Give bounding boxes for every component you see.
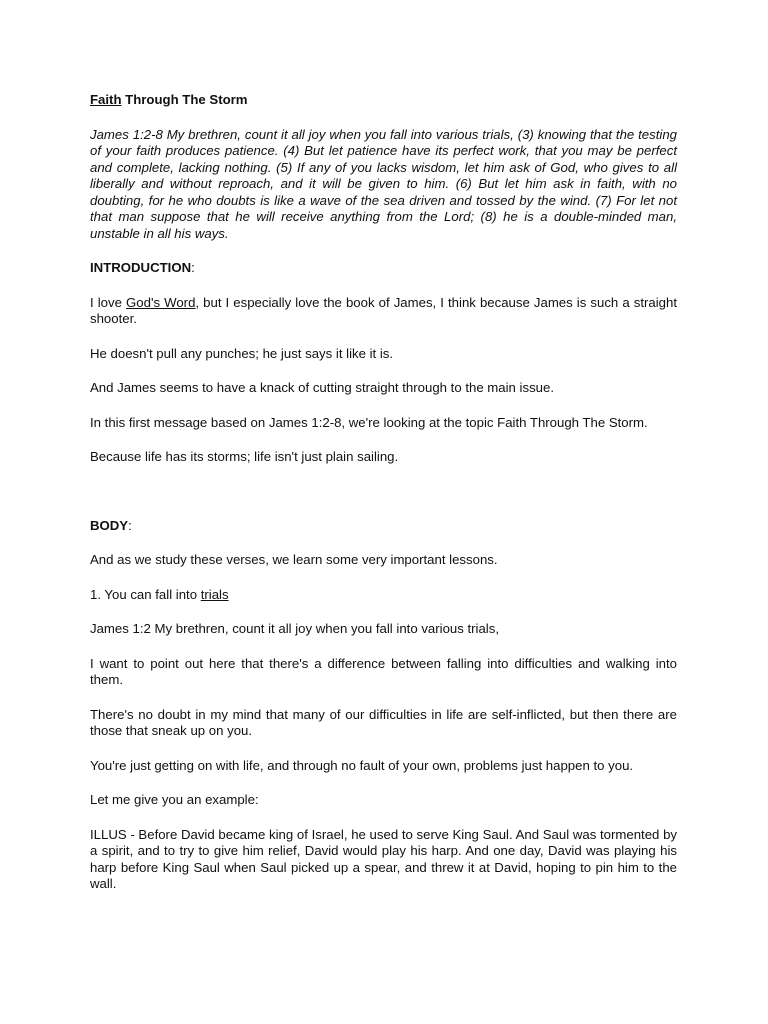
body-paragraph-2: James 1:2 My brethren, count it all joy when you fall into various trials, <box>90 621 499 636</box>
intro-p1-after: , but I especially love the book of James, I think because James is such a straight shooter. <box>90 294 677 326</box>
introduction-heading <box>90 260 677 277</box>
gods-word-link[interactable]: God's Word <box>126 294 196 310</box>
body-heading-colon: : <box>128 517 132 533</box>
document-title <box>90 92 677 109</box>
section-spacer <box>90 484 677 518</box>
body-paragraph-4: There's no doubt in my mind that many of our difficulties in life are self-inflicted, but then there are those that sneak up on you. <box>90 706 677 738</box>
scripture-passage: James 1:2-8 My brethren, count it all joy when you fall into various trials, (3) knowing that the testing of your faith produces patience. (4) But let patience have its perfect work, that you may be perfect and complete, lacking nothing. (5) If any of you lacks wisdom, let him ask of God, who gives to all liberally and without reproach, and it will be given to him. (6) But let him ask in faith, with no doubting, for he who doubts is like a wave of the sea driven and tossed by the wind. (7) For let not that man suppose that he will receive anything from the Lord; (8) he is a double-minded man, unstable in all his ways. <box>90 126 677 241</box>
body-heading-label: BODY <box>90 517 129 533</box>
title-text: Through The Storm <box>121 92 248 107</box>
intro-paragraph-4: In this first message based on James 1:2-8, we're looking at the topic Faith Through The Storm. <box>90 414 648 430</box>
introduction-heading-label: INTRODUCTION <box>90 260 192 275</box>
intro-paragraph-5: Because life has its storms; life isn't just plain sailing. <box>90 449 399 464</box>
trials-link[interactable]: trials <box>200 586 229 602</box>
illustration-paragraph: ILLUS - Before David became king of Israel, he used to serve King Saul. And Saul was tormented by a spirit, and to try to give him relief, David would play his harp. And one day, David was playing his harp before King Saul when Saul picked up a spear, and threw it at David, hoping to pin him to the wall. <box>90 826 677 891</box>
introduction-heading-colon: : <box>191 260 195 275</box>
intro-paragraph-3: And James seems to have a knack of cutting straight through to the main issue. <box>90 380 555 395</box>
intro-paragraph-1 <box>90 295 677 328</box>
title-link-faith[interactable]: Faith <box>90 92 122 107</box>
body-paragraph-3: I want to point out here that there's a difference between falling into difficulties and walking into them. <box>90 655 677 687</box>
intro-p1-before: I love <box>90 294 127 310</box>
document-page <box>90 92 677 911</box>
point-1 <box>90 587 677 604</box>
body-paragraph-6: Let me give you an example: <box>90 792 259 807</box>
intro-paragraph-2: He doesn't pull any punches; he just says it like it is. <box>90 345 394 361</box>
body-heading <box>90 518 677 535</box>
body-paragraph-1: And as we study these verses, we learn some very important lessons. <box>90 552 498 567</box>
body-paragraph-5: You're just getting on with life, and through no fault of your own, problems just happen to you. <box>90 757 634 773</box>
point-1-prefix: 1. You can fall into <box>90 586 201 602</box>
